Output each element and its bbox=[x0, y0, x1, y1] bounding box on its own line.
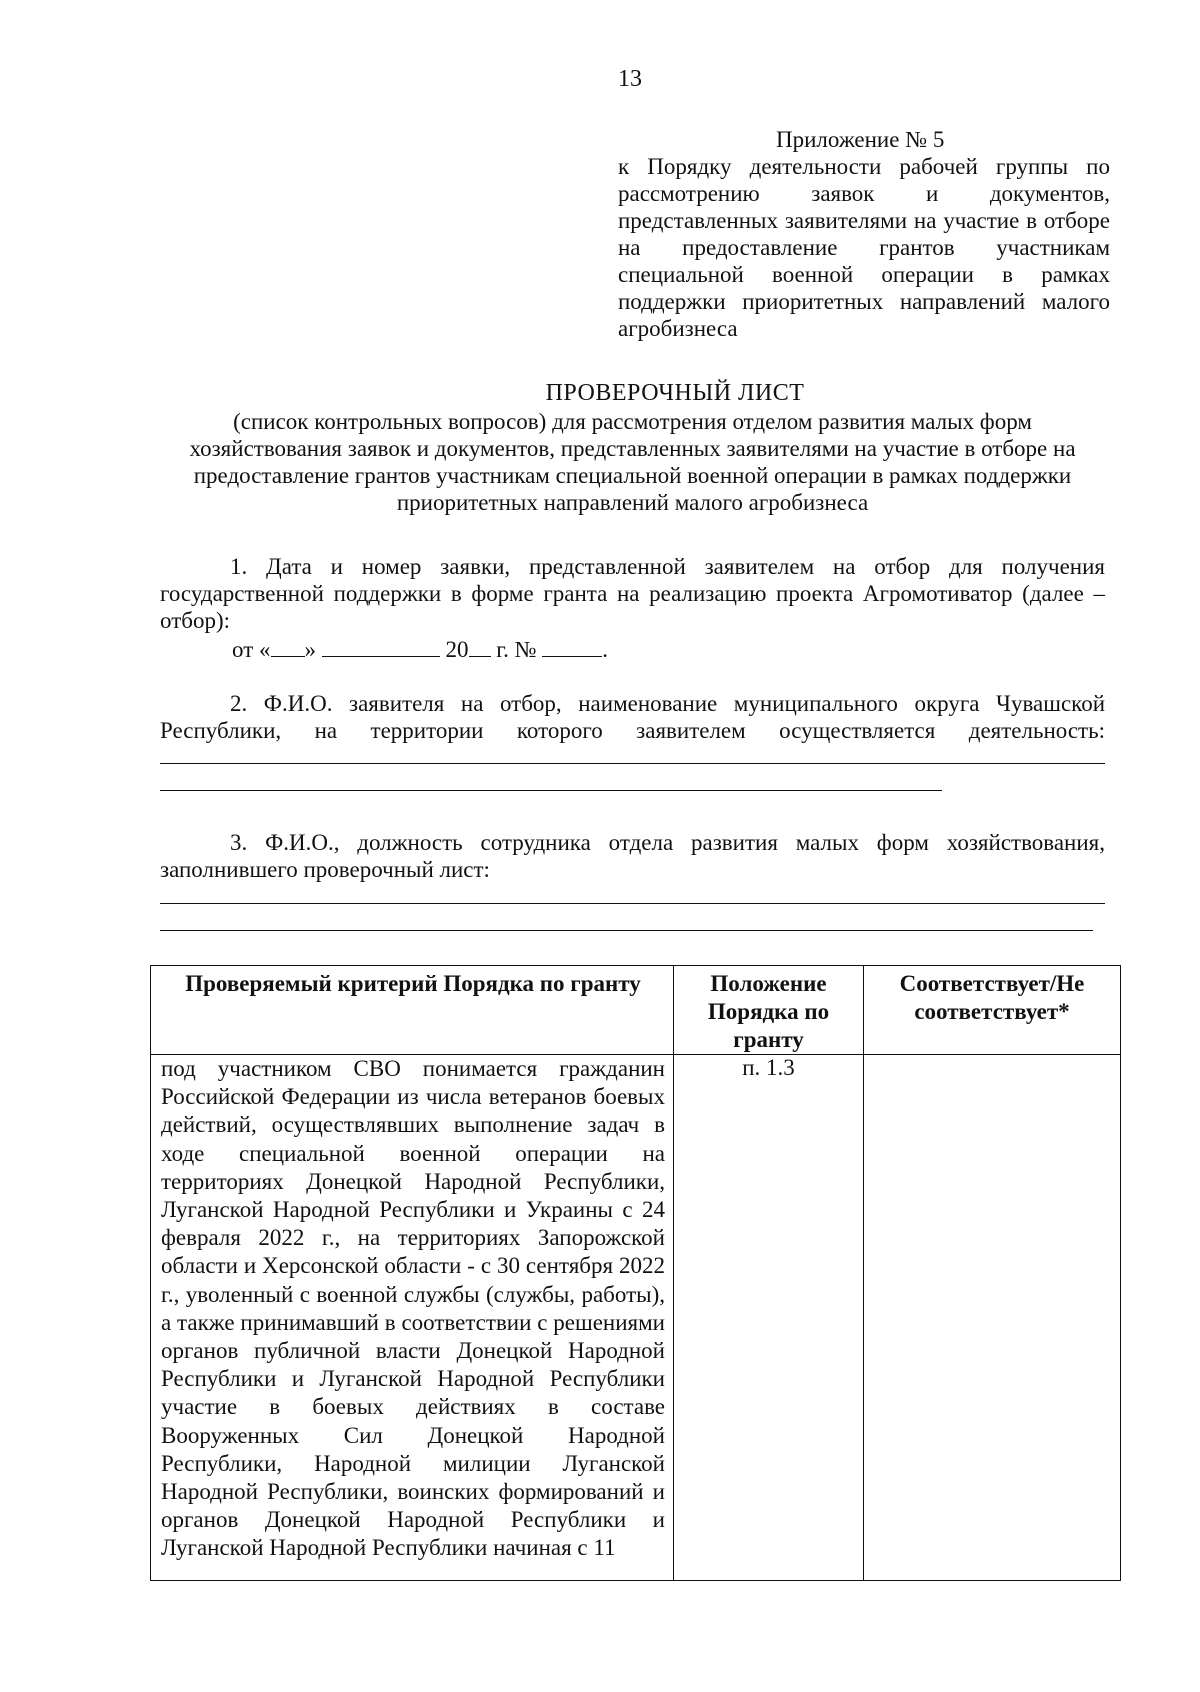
table-row bbox=[151, 1055, 1121, 1581]
document-subtitle: (список контрольных вопросов) для рассмотрения отделом развития малых форм хозяйствования заявок и документов, представленных заявителями на участие в отборе на предоставление грантов участникам специальной военной операции в рамках поддержки приоритетных направлений малого агробизнеса bbox=[189, 409, 1076, 515]
item-application-date bbox=[160, 553, 1105, 634]
criteria-table bbox=[150, 965, 1121, 1581]
position-cell: п. 1.3 bbox=[674, 1055, 864, 1581]
date-number-line bbox=[232, 634, 608, 663]
annex-title: Приложение № 5 bbox=[776, 127, 945, 152]
number-label: г. № bbox=[490, 637, 537, 662]
header-position: Положение Порядка по гранту bbox=[674, 966, 864, 1055]
annex-block bbox=[618, 126, 1110, 342]
number-blank[interactable] bbox=[542, 634, 602, 657]
date-mid: » bbox=[304, 637, 316, 662]
employee-line-2[interactable] bbox=[160, 930, 1093, 931]
page-number: 13 bbox=[618, 66, 642, 92]
date-end: . bbox=[602, 637, 609, 662]
date-prefix: от « bbox=[232, 637, 271, 662]
applicant-line-1[interactable] bbox=[160, 763, 1105, 764]
year-prefix: 20 bbox=[445, 637, 469, 662]
year-blank[interactable] bbox=[469, 634, 491, 657]
header-status: Соответствует/Не соответствует* bbox=[864, 966, 1121, 1055]
document-title: ПРОВЕРОЧНЫЙ ЛИСТ bbox=[545, 380, 805, 406]
item-applicant-name bbox=[160, 690, 1105, 744]
employee-line-1[interactable] bbox=[160, 903, 1105, 904]
month-blank[interactable] bbox=[322, 634, 440, 657]
annex-body: к Порядку деятельности рабочей группы по рассмотрению заявок и документов, представленных заявителями на участие в отборе на предоставление грантов участникам специальной военной операции в рамках поддержки приоритетных направлений малого агробизнеса bbox=[618, 154, 1110, 341]
table-header-row bbox=[151, 966, 1121, 1055]
item-employee-name bbox=[160, 829, 1105, 883]
day-blank[interactable] bbox=[271, 634, 305, 657]
header-criterion: Проверяемый критерий Порядка по гранту bbox=[151, 966, 674, 1055]
status-cell[interactable] bbox=[864, 1055, 1121, 1581]
item-2-text: 2. Ф.И.О. заявителя на отбор, наименование муниципального округа Чувашской Республики, на территории которого заявителем осуществляется деятельность: bbox=[160, 691, 1105, 743]
applicant-line-2[interactable] bbox=[160, 790, 942, 791]
criterion-cell: под участником СВО понимается гражданин Российской Федерации из числа ветеранов боевых действий, осуществлявших выполнение задач в ходе специальной военной операции на территориях Донецкой Народной Республики, Луганской Народной Республики и Украины с 24 февраля 2022 г., на территориях Запорожской области и Херсонской области - с 30 сентября 2022 г., уволенный с военной службы (службы, работы), а также принимавший в соответствии с решениями органов публичной власти Донецкой Народной Республики и Луганской Народной Республики участие в боевых действиях в составе Вооруженных Сил Донецкой Народной Республики, Народной милиции Луганской Народной Республики, воинских формирований и органов Донецкой Народной Республики и Луганской Народной Республики начиная с 11 bbox=[151, 1055, 674, 1581]
item-3-text: 3. Ф.И.О., должность сотрудника отдела развития малых форм хозяйствования, заполнившего проверочный лист: bbox=[160, 830, 1105, 882]
item-1-text: 1. Дата и номер заявки, представленной заявителем на отбор для получения государственной поддержки в форме гранта на реализацию проекта Агромотиватор (далее – отбор): bbox=[160, 554, 1105, 633]
